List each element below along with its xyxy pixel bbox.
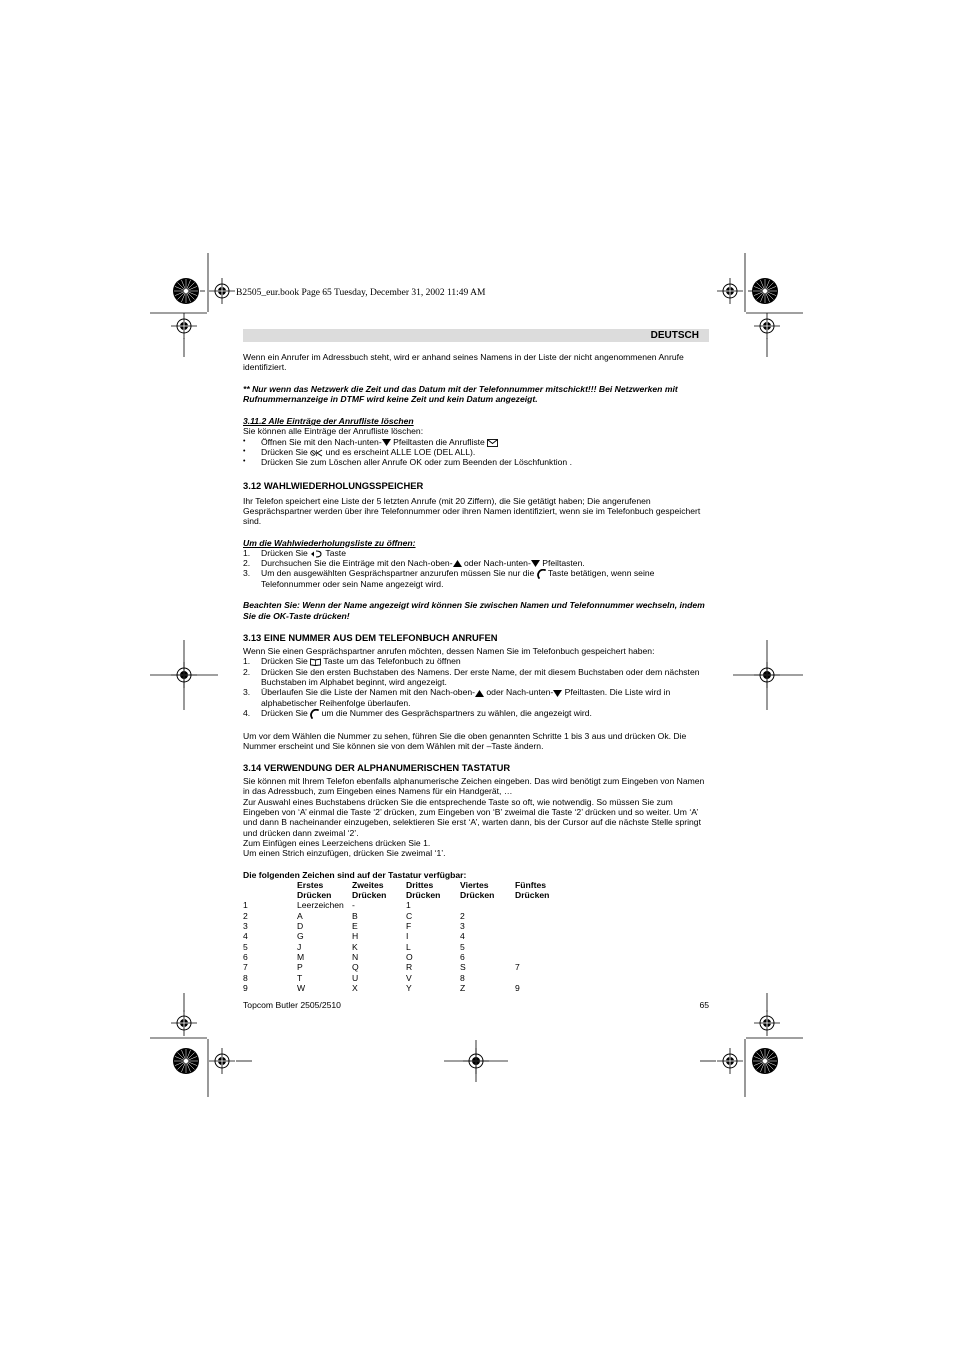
delete-steps-list: [243, 437, 711, 468]
section-3-12-paragraph: Ihr Telefon speichert eine Liste der 5 letzten Anrufe (mit 20 Ziffern), die Sie getätigt haben; Die angerufenen Gesprächspartner werden über ihre Telefonnummer oder ihren Namen identifiziert, wenn sie im Telefonbuch gespeichert sind.: [243, 495, 701, 527]
redial-note: Beachten Sie: Wenn der Name angezeigt wird können Sie zwischen Namen und Telefonnummer wechseln, indem Sie die OK-Taste drücken!: [243, 600, 705, 621]
envelope-icon: [487, 439, 498, 447]
arrow-up-icon: [453, 560, 462, 567]
section-3-13-lead: Wenn Sie einen Gesprächspartner anrufen möchten, dessen Namen Sie im Telefonbuch gespeichert haben:: [243, 646, 655, 657]
footer-product: Topcom Butler 2505/2510: [243, 1000, 341, 1010]
registration-star-icon: [752, 278, 778, 304]
language-label: DEUTSCH: [650, 330, 699, 341]
table-row: 3 D E F 3: [243, 921, 465, 932]
list-item: • Drücken Sie zum Löschen aller Anrufe OK oder zum Beenden der Löschfunktion .: [243, 457, 711, 467]
list-item: • Öffnen Sie mit den Nach-unten- Pfeiltasten die Anrufliste: [243, 437, 711, 447]
table-header-row: Erstes Zweites Drittes Viertes Fünftes: [297, 879, 547, 890]
table-row: 6 M N O 6: [243, 951, 465, 962]
registration-mark-icon: [717, 278, 743, 304]
section-3-13-title: 3.13 EINE NUMMER AUS DEM TELEFONBUCH ANRUFEN: [243, 632, 498, 644]
section-3-11-2-title: 3.11.2 Alle Einträge der Anrufliste löschen: [243, 416, 414, 427]
registration-mark-icon: [209, 1048, 235, 1074]
call-key-icon: [310, 709, 319, 719]
language-bar: [243, 329, 709, 342]
paragraph: Zum Einfügen eines Leerzeichens drücken Sie 1.: [243, 837, 431, 848]
list-item: 1. Drücken Sie Taste um das Telefonbuch zu öffnen: [243, 656, 461, 667]
list-item: • Drücken Sie und es erscheint ALLE LOE (DEL ALL).: [243, 447, 711, 457]
table-header-row: Drücken Drücken Drücken Drücken Drücken: [297, 890, 550, 901]
registration-mark-icon: [754, 313, 780, 339]
table-row: 9 W X Y Z 9: [243, 982, 520, 993]
table-row: 7 P Q R S 7: [243, 962, 520, 973]
arrow-up-icon: [475, 690, 484, 697]
paragraph: Zur Auswahl eines Buchstabens drücken Sie die entsprechende Taste so oft, wie notwendig. So müssen Sie zum Eingeben von ‘A’ einmal die Taste ‘2’ drücken, zum Eingeben von ‘B’ zweimal die Taste ‘2’ drücken und so weiter. Um ‘A’ und dann B nacheinander einzugeben, selektieren Sie erst ‘A’, warten dann, bis der Cursor auf die nächste Stelle springt und drücken dann zweimal ‘2’.: [243, 796, 701, 838]
intro-paragraph: Wenn ein Anrufer im Adressbuch steht, wird er anhand seines Namens in der Liste der nicht angenommenen Anrufe identifiziert.: [243, 352, 684, 373]
keypad-table-title: Die folgenden Zeichen sind auf der Tastatur verfügbar:: [243, 869, 467, 880]
page-content: [243, 352, 711, 993]
registration-mark-icon: [171, 1010, 197, 1036]
phonebook-steps-list: [243, 656, 711, 718]
table-row: 5 J K L 5: [243, 941, 465, 952]
phonebook-icon: [310, 658, 321, 666]
redial-steps-list: [243, 548, 711, 590]
redial-key-icon: [310, 550, 323, 558]
table-row: 8 T U V 8: [243, 972, 465, 983]
table-row: 1 Leerzeichen - 1: [243, 900, 411, 911]
delete-key-icon: [310, 449, 323, 457]
paragraph: Um einen Strich einzufügen, drücken Sie zweimal ‘1’.: [243, 848, 446, 859]
list-item: 2. Durchsuchen Sie die Einträge mit den Nach-oben- oder Nach-unten- Pfeiltasten.: [243, 558, 585, 569]
page-number: 65: [699, 1000, 709, 1010]
registration-mark-icon: [717, 1048, 743, 1074]
list-item: 3. Überlaufen Sie die Liste der Namen mit den Nach-oben- oder Nach-unten- Pfeiltasten. Die Liste wird in alphabetischer Reihenfolge überlaufen.: [243, 687, 671, 708]
table-row: 2 A B C 2: [243, 910, 465, 921]
page-footer: [243, 1000, 709, 1010]
section-3-12-title: 3.12 WAHLWIEDERHOLUNGSSPEICHER: [243, 479, 424, 491]
redial-subtitle: Um die Wahlwiederholungsliste zu öffnen:: [243, 537, 416, 548]
registration-star-icon: [173, 278, 199, 304]
list-item: 4. Drücken Sie um die Nummer des Gesprächspartners zu wählen, die angezeigt wird.: [243, 707, 592, 718]
registration-mark-icon: [209, 278, 235, 304]
registration-star-icon: [173, 1048, 199, 1074]
section-3-13-after: Um vor dem Wählen die Nummer zu sehen, führen Sie die oben genannten Schritte 1 bis 3 aus und drücken Ok. Die Nummer erscheint und Sie können sie von dem Wählen mit der –Taste ändern.: [243, 730, 687, 751]
call-key-icon: [537, 569, 546, 579]
table-row: 4 G H I 4: [243, 931, 465, 942]
network-note: ** Nur wenn das Netzwerk die Zeit und das Datum mit der Telefonnummer mitschickt!!! Bei Netzwerken mit Rufnummernanzeige in DTMF wird keine Zeit und kein Datum angezeigt.: [243, 383, 678, 404]
registration-mark-icon: [754, 1010, 780, 1036]
section-3-14-title: 3.14 VERWENDUNG DER ALPHANUMERISCHEN TASTATUR: [243, 762, 511, 774]
registration-star-icon: [752, 1048, 778, 1074]
section-3-11-2-lead: Sie können alle Einträge der Anrufliste löschen:: [243, 426, 424, 437]
arrow-down-icon: [382, 439, 391, 446]
list-item: 2. Drücken Sie den ersten Buchstaben des Namens. Der erste Name, der mit diesem Buchstaben oder dem nächsten Buchstaben im Alphabet beginnt, wird angezeigt.: [243, 666, 700, 687]
list-item: 3. Um den ausgewählten Gesprächspartner anzurufen müssen Sie nur die Taste betätigen, wenn seine Telefonnummer oder sein Name angezeigt wird.: [243, 568, 655, 590]
book-info-line: B2505_eur.book Page 65 Tuesday, December 31, 2002 11:49 AM: [236, 288, 486, 298]
paragraph: Sie können mit Ihrem Telefon ebenfalls alphanumerische Zeichen eingeben. Das wird benötigt zum Eingeben von Namen in das Adressbuch, zum Eingeben eines Namens für ein Handgerät, …: [243, 776, 705, 797]
list-item: 1. Drücken Sie Taste: [243, 547, 346, 558]
arrow-down-icon: [531, 560, 540, 567]
registration-mark-icon: [171, 313, 197, 339]
keypad-characters-table: [243, 880, 575, 993]
arrow-down-icon: [553, 690, 562, 697]
